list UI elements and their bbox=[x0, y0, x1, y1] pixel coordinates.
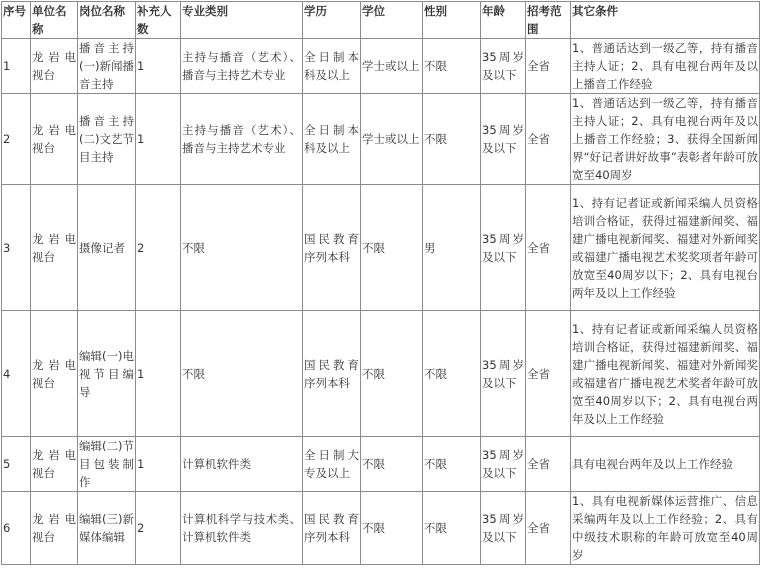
cell-scope: 全省 bbox=[526, 437, 571, 492]
header-post: 岗位名称 bbox=[78, 2, 136, 39]
cell-scope: 全省 bbox=[526, 185, 571, 311]
cell-other: 1、普通话达到一级乙等，持有播音主持人证；2、具有电视台两年及以上播音工作经验 bbox=[571, 39, 760, 94]
cell-unit: 龙岩电视台 bbox=[31, 437, 78, 492]
cell-unit: 龙岩电视台 bbox=[31, 311, 78, 437]
cell-degree: 不限 bbox=[361, 311, 423, 437]
cell-scope: 全省 bbox=[526, 94, 571, 185]
cell-major: 主持与播音（艺术）、播音与主持艺术专业 bbox=[181, 39, 303, 94]
cell-unit: 龙岩电视台 bbox=[31, 39, 78, 94]
cell-major: 计算机软件类 bbox=[181, 437, 303, 492]
cell-unit: 龙岩电视台 bbox=[31, 492, 78, 565]
cell-major: 不限 bbox=[181, 185, 303, 311]
cell-education: 国民教育序列本科 bbox=[303, 311, 361, 437]
cell-no: 1 bbox=[2, 39, 31, 94]
header-count: 补充人数 bbox=[136, 2, 181, 39]
cell-degree: 不限 bbox=[361, 185, 423, 311]
cell-no: 4 bbox=[2, 311, 31, 437]
cell-degree: 学士或以上 bbox=[361, 39, 423, 94]
recruitment-table bbox=[1, 1, 760, 565]
cell-scope: 全省 bbox=[526, 492, 571, 565]
cell-education: 全日制本科及以上 bbox=[303, 94, 361, 185]
cell-major: 不限 bbox=[181, 311, 303, 437]
cell-scope: 全省 bbox=[526, 39, 571, 94]
table-row bbox=[2, 311, 760, 437]
cell-major: 主持与播音（艺术）、播音与主持艺术专业 bbox=[181, 94, 303, 185]
cell-age: 35周岁及以下 bbox=[481, 94, 526, 185]
header-degree: 学位 bbox=[361, 2, 423, 39]
cell-education: 全日制本科及以上 bbox=[303, 39, 361, 94]
cell-no: 2 bbox=[2, 94, 31, 185]
cell-age: 35周岁及以下 bbox=[481, 185, 526, 311]
cell-unit: 龙岩电视台 bbox=[31, 94, 78, 185]
table-row bbox=[2, 437, 760, 492]
table-row bbox=[2, 94, 760, 185]
header-other: 其它条件 bbox=[571, 2, 760, 39]
cell-gender: 不限 bbox=[423, 39, 481, 94]
header-no: 序号 bbox=[2, 2, 31, 39]
cell-post: 编辑(二)节目包装制作 bbox=[78, 437, 136, 492]
table-row bbox=[2, 492, 760, 565]
cell-count: 1 bbox=[136, 94, 181, 185]
cell-no: 5 bbox=[2, 437, 31, 492]
header-row bbox=[2, 2, 760, 39]
cell-gender: 不限 bbox=[423, 311, 481, 437]
cell-post: 编辑(一)电视节目编导 bbox=[78, 311, 136, 437]
cell-age: 35周岁及以下 bbox=[481, 311, 526, 437]
cell-other: 具有电视台两年及以上工作经验 bbox=[571, 437, 760, 492]
cell-no: 3 bbox=[2, 185, 31, 311]
header-unit: 单位名称 bbox=[31, 2, 78, 39]
cell-major: 计算机科学与技术类、计算机软件类 bbox=[181, 492, 303, 565]
cell-other: 1、具有电视新媒体运营推广、信息采编两年及以上工作经验；2、具有中级技术职称的年龄可放宽至40周岁 bbox=[571, 492, 760, 565]
cell-other: 1、持有记者证或新闻采编人员资格培训合格证，获得过福建新闻奖、福建广播电视新闻奖、福建对外新闻奖或福建省广播电视艺术奖者年龄可放宽至40周岁以下；2、具有电视台两年及以上工作经验 bbox=[571, 311, 760, 437]
cell-other: 1、普通话达到一级乙等，持有播音主持人证；2、具有电视台两年及以上播音工作经验；3、获得全国新闻界“好记者讲好故事”表彰者年龄可放宽至40周岁 bbox=[571, 94, 760, 185]
header-major: 专业类别 bbox=[181, 2, 303, 39]
cell-gender: 不限 bbox=[423, 94, 481, 185]
cell-education: 国民教育序列本科 bbox=[303, 492, 361, 565]
cell-count: 2 bbox=[136, 185, 181, 311]
cell-count: 1 bbox=[136, 311, 181, 437]
cell-unit: 龙岩电视台 bbox=[31, 185, 78, 311]
cell-count: 2 bbox=[136, 492, 181, 565]
table-row bbox=[2, 39, 760, 94]
cell-age: 35周岁及以下 bbox=[481, 492, 526, 565]
cell-scope: 全省 bbox=[526, 311, 571, 437]
cell-post: 播音主持(一)新闻播音主持 bbox=[78, 39, 136, 94]
cell-degree: 不限 bbox=[361, 492, 423, 565]
cell-post: 摄像记者 bbox=[78, 185, 136, 311]
cell-age: 35周岁及以下 bbox=[481, 39, 526, 94]
cell-gender: 不限 bbox=[423, 492, 481, 565]
cell-gender: 男 bbox=[423, 185, 481, 311]
cell-no: 6 bbox=[2, 492, 31, 565]
cell-other: 1、持有记者证或新闻采编人员资格培训合格证，获得过福建新闻奖、福建广播电视新闻奖、福建对外新闻奖或福建广播电视艺术奖奖项者年龄可放宽至40周岁以下；2、具有电视台两年及以上工作经验 bbox=[571, 185, 760, 311]
cell-education: 国民教育序列本科 bbox=[303, 185, 361, 311]
cell-count: 1 bbox=[136, 437, 181, 492]
cell-degree: 不限 bbox=[361, 437, 423, 492]
table-row bbox=[2, 185, 760, 311]
cell-age: 35周岁及以下 bbox=[481, 437, 526, 492]
cell-count: 1 bbox=[136, 39, 181, 94]
cell-post: 播音主持(二)文艺节目主持 bbox=[78, 94, 136, 185]
header-scope: 招考范围 bbox=[526, 2, 571, 39]
header-gender: 性别 bbox=[423, 2, 481, 39]
header-education: 学历 bbox=[303, 2, 361, 39]
cell-education: 全日制大专及以上 bbox=[303, 437, 361, 492]
header-age: 年龄 bbox=[481, 2, 526, 39]
cell-degree: 学士或以上 bbox=[361, 94, 423, 185]
cell-post: 编辑(三)新媒体编辑 bbox=[78, 492, 136, 565]
cell-gender: 不限 bbox=[423, 437, 481, 492]
